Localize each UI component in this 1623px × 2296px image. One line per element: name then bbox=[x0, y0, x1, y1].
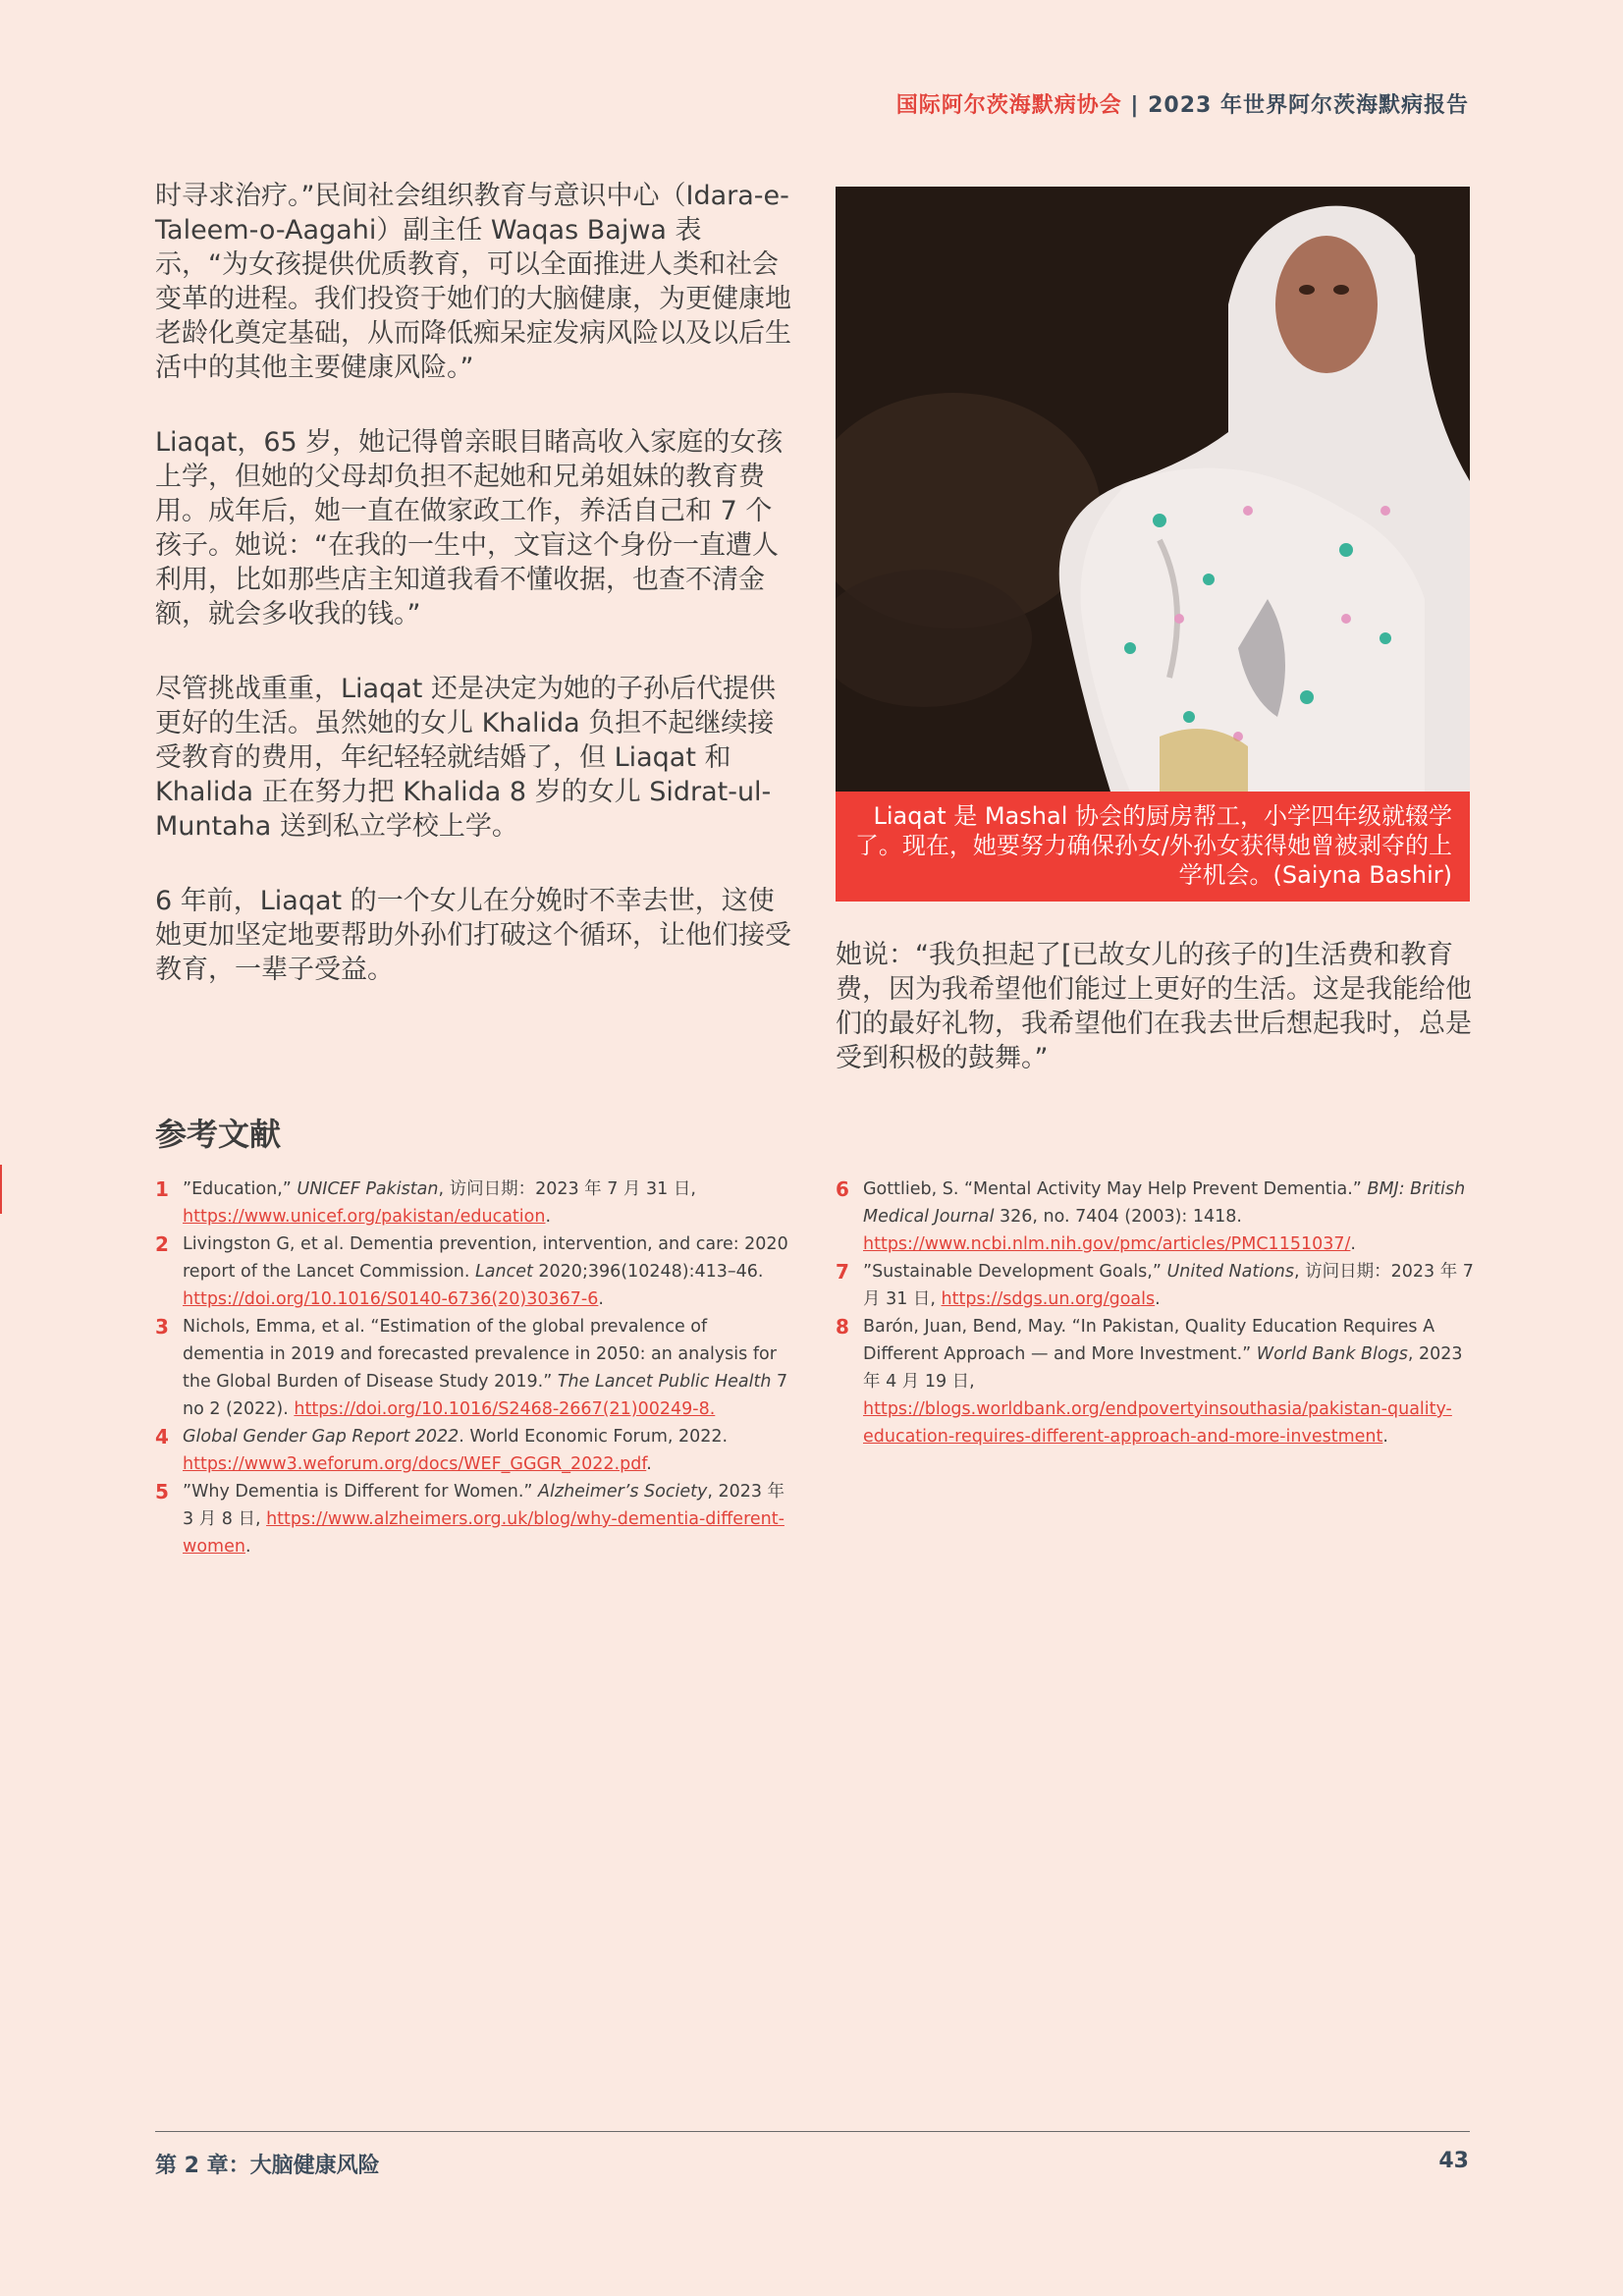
reference-end: . bbox=[1382, 1427, 1388, 1447]
reference-text-start: Nichols, Emma, et al. “Estimation of the global prevalence of dementia in 2019 and forecasted prevalence in 2050: an analysis for the Global Burden of Disease Study 2019.” bbox=[183, 1317, 777, 1392]
page-number: 43 bbox=[1438, 2149, 1469, 2173]
reference-details: 326, no. 7404 (2003): 1418. bbox=[994, 1207, 1242, 1227]
reference-details: , 访问日期：2023 年 7 月 31 日, bbox=[438, 1179, 696, 1199]
reference-source: UNICEF Pakistan bbox=[297, 1179, 439, 1199]
reference-details: . World Economic Forum, 2022. bbox=[459, 1427, 729, 1447]
reference-text bbox=[183, 1423, 793, 1478]
reference-details: , 访问日期：2023 年 7 月 31 日, bbox=[863, 1262, 1474, 1309]
reference-link[interactable]: https://www.alzheimers.org.uk/blog/why-dementia-different-women bbox=[183, 1509, 784, 1557]
reference-text-start: ”Education,” bbox=[183, 1179, 298, 1199]
reference-source: BMJ: British Medical Journal bbox=[863, 1179, 1466, 1227]
reference-end: . bbox=[598, 1289, 604, 1309]
reference-item bbox=[836, 1258, 1474, 1313]
references-right-column bbox=[836, 1175, 1474, 1450]
margin-marker bbox=[0, 1165, 2, 1214]
reference-link[interactable]: https://www.ncbi.nlm.nih.gov/pmc/articles/PMC1151037/ bbox=[863, 1234, 1351, 1254]
reference-text bbox=[183, 1478, 793, 1560]
reference-text bbox=[863, 1175, 1474, 1258]
reference-source: Lancet bbox=[475, 1262, 533, 1282]
reference-item bbox=[155, 1478, 793, 1560]
header-separator: | bbox=[1121, 93, 1149, 118]
footer-divider bbox=[155, 2131, 1470, 2132]
body-paragraph: 6 年前，Liaqat 的一个女儿在分娩时不幸去世，这使她更加坚定地要帮助外孙们打破这个循环，让他们接受教育，一辈子受益。 bbox=[155, 886, 791, 985]
reference-text bbox=[183, 1313, 793, 1423]
reference-item bbox=[836, 1175, 1474, 1258]
reference-text-start: Gottlieb, S. “Mental Activity May Help Prevent Dementia.” bbox=[863, 1179, 1368, 1199]
reference-text-start: Barón, Juan, Bend, May. “In Pakistan, Quality Education Requires A Different Approach — and More Investment.” bbox=[863, 1317, 1435, 1364]
reference-number: 1 bbox=[155, 1177, 169, 1201]
reference-text-start: Livingston G, et al. Dementia prevention, intervention, and care: 2020 report of the Lancet Commission. bbox=[183, 1234, 788, 1282]
body-paragraph: 时寻求治疗。”民间社会组织教育与意识中心（Idara-e-Taleem-o-Aagahi）副主任 Waqas Bajwa 表示，“为女孩提供优质教育，可以全面推进人类和社会变革的进程。我们投资于她们的大脑健康，为更健康地老龄化奠定基础，从而降低痴呆症发病风险以及以后生活中的其他主要健康风险。” bbox=[155, 181, 791, 383]
reference-details: , 2023 年 4 月 19 日, bbox=[863, 1344, 1463, 1392]
reference-end: . bbox=[244, 1537, 251, 1557]
reference-number: 4 bbox=[155, 1425, 169, 1449]
reference-number: 8 bbox=[836, 1315, 849, 1339]
reference-link[interactable]: https://doi.org/10.1016/S2468-2667(21)00249-8. bbox=[294, 1399, 716, 1419]
reference-end: . bbox=[545, 1207, 552, 1227]
page-header bbox=[896, 88, 1469, 119]
reference-text-start: ”Sustainable Development Goals,” bbox=[863, 1262, 1167, 1282]
reference-details: 2020;396(10248):413–46. bbox=[532, 1262, 764, 1282]
header-org: 国际阿尔茨海默病协会 bbox=[895, 93, 1122, 118]
reference-source: World Bank Blogs bbox=[1256, 1344, 1408, 1364]
body-paragraph: Liaqat，65 岁，她记得曾亲眼目睹高收入家庭的女孩上学，但她的父母却负担不起她和兄弟姐妹的教育费用。成年后，她一直在做家政工作，养活自己和 7 个孩子。她说：“在我的一生中，文盲这个身份一直遭人利用，比如那些店主知道我看不懂收据，也查不清金额，就会多收我的钱。” bbox=[155, 427, 784, 629]
reference-link[interactable]: https://doi.org/10.1016/S0140-6736(20)30367-6 bbox=[183, 1289, 599, 1309]
reference-end: . bbox=[1155, 1289, 1161, 1309]
reference-text bbox=[863, 1313, 1474, 1450]
reference-number: 7 bbox=[836, 1260, 849, 1284]
references-title: 参考文献 bbox=[155, 1116, 282, 1153]
reference-details: 7 no 2 (2022). bbox=[183, 1372, 788, 1419]
main-text-column bbox=[155, 179, 793, 1027]
reference-number: 5 bbox=[155, 1480, 169, 1503]
reference-end: . bbox=[1350, 1234, 1356, 1254]
reference-number: 2 bbox=[155, 1232, 169, 1256]
reference-item bbox=[155, 1313, 793, 1423]
reference-source: Alzheimer’s Society bbox=[538, 1482, 708, 1502]
reference-details: , 2023 年 3 月 8 日, bbox=[183, 1482, 785, 1529]
reference-source: Global Gender Gap Report 2022 bbox=[183, 1427, 460, 1447]
reference-text bbox=[863, 1258, 1474, 1313]
reference-source: United Nations bbox=[1166, 1262, 1294, 1282]
reference-item bbox=[836, 1313, 1474, 1450]
reference-item bbox=[155, 1230, 793, 1313]
references-left-column bbox=[155, 1175, 793, 1560]
reference-end: . bbox=[646, 1454, 652, 1474]
reference-text bbox=[183, 1230, 793, 1313]
reference-link[interactable]: https://www.unicef.org/pakistan/education bbox=[183, 1207, 546, 1227]
footer-chapter: 第 2 章：大脑健康风险 bbox=[155, 2154, 380, 2178]
reference-source: The Lancet Public Health bbox=[557, 1372, 772, 1392]
reference-text bbox=[183, 1175, 793, 1230]
photo-figure bbox=[836, 187, 1470, 902]
quote-paragraph: 她说：“我负担起了[已故女儿的孩子的]生活费和教育费，因为我希望他们能过上更好的生活。这是我能给他们的最好礼物，我希望他们在我去世后想起我时，总是受到积极的鼓舞。” bbox=[836, 940, 1472, 1073]
reference-text-start: ”Why Dementia is Different for Women.” bbox=[183, 1482, 539, 1502]
reference-link[interactable]: https://sdgs.un.org/goals bbox=[941, 1289, 1156, 1309]
reference-number: 3 bbox=[155, 1315, 169, 1339]
reference-link[interactable]: https://blogs.worldbank.org/endpovertyinsouthasia/pakistan-quality-education-requires-different-approach-and-more-investment bbox=[863, 1399, 1452, 1447]
reference-item bbox=[155, 1175, 793, 1230]
photo-caption: Liaqat 是 Mashal 协会的厨房帮工，小学四年级就辍学了。现在，她要努力确保孙女/外孙女获得她曾被剥夺的上学机会。(Saiyna Bashir) bbox=[836, 792, 1470, 902]
body-paragraph: 尽管挑战重重，Liaqat 还是决定为她的子孙后代提供更好的生活。虽然她的女儿 Khalida 负担不起继续接受教育的费用，年纪轻轻就结婚了，但 Liaqat 和 Khalida 正在努力把 Khalida 8 岁的女儿 Sidrat-ul-Muntaha 送到私立学校上学。 bbox=[155, 674, 776, 842]
reference-number: 6 bbox=[836, 1177, 849, 1201]
reference-link[interactable]: https://www3.weforum.org/docs/WEF_GGGR_2022.pdf bbox=[183, 1454, 647, 1474]
reference-item bbox=[155, 1423, 793, 1478]
header-report: 2023 年世界阿尔茨海默病报告 bbox=[1148, 93, 1469, 118]
portrait-photo bbox=[836, 187, 1470, 792]
